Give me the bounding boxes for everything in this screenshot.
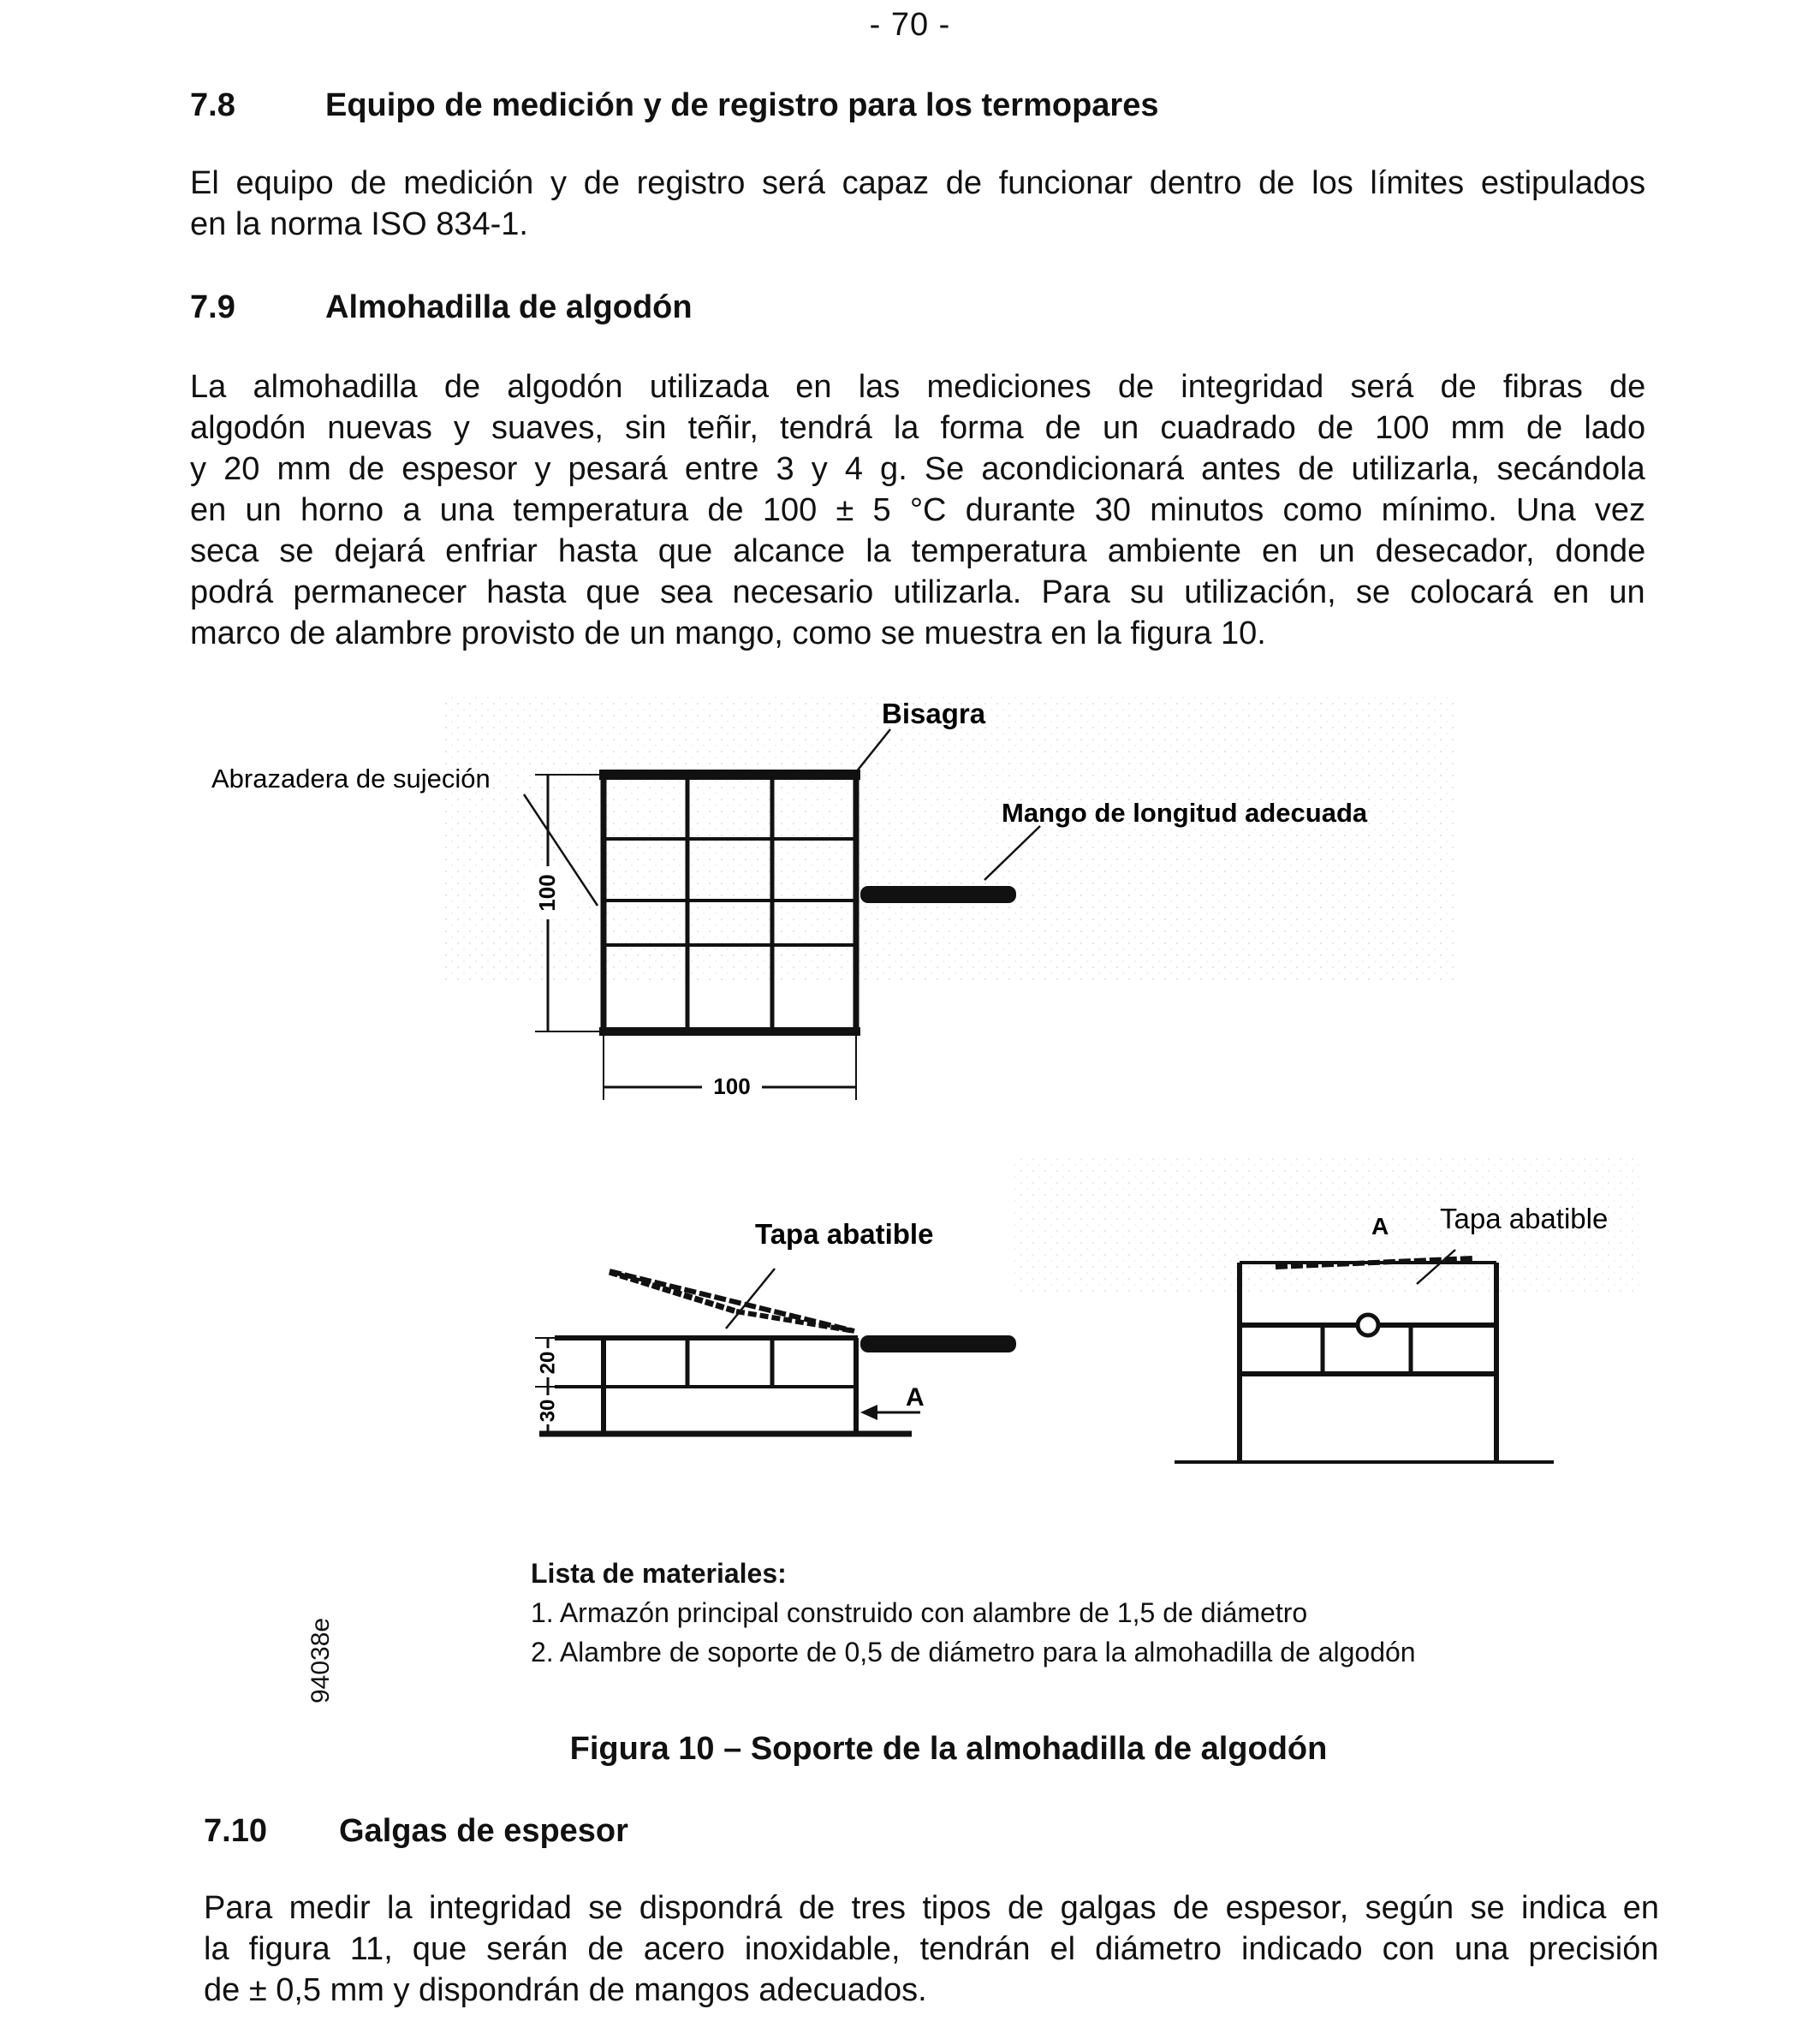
label-mango: Mango de longitud adecuada	[1002, 798, 1368, 828]
handle	[860, 1335, 1016, 1352]
dimension-height-label: 100	[533, 874, 560, 912]
materials-title: Lista de materiales:	[531, 1558, 787, 1589]
label-tapa-right: Tapa abatible	[1440, 1203, 1609, 1234]
label-section-a-right: A	[1371, 1213, 1389, 1239]
dimension-base-label: 30	[536, 1399, 560, 1423]
section-number: 7.9	[190, 289, 235, 325]
paragraph-line: El equipo de medición y de registro será capaz de funcionar dentro de los límites estipulados	[190, 165, 1646, 201]
figure-reference-code: 94038e	[306, 1617, 335, 1703]
paragraph-line: seca se dejará enfriar hasta que alcance la temperatura ambiente en un desecador, donde	[190, 533, 1646, 569]
materials-list	[531, 1554, 1416, 1672]
paragraph-line: en la norma ISO 834-1.	[190, 206, 528, 242]
section-heading-7-10	[204, 1813, 628, 1850]
handle-end	[1358, 1315, 1378, 1335]
section-number: 7.8	[190, 87, 235, 123]
label-bisagra: Bisagra	[882, 698, 986, 729]
paragraph-line: en un horno a una temperatura de 100 ± 5 °C durante 30 minutos como mínimo. Una vez	[190, 492, 1646, 528]
section-title: Galgas de espesor	[339, 1813, 628, 1849]
arrow-head	[860, 1405, 877, 1420]
paragraph-line: La almohadilla de algodón utilizada en las mediciones de integridad será de fibras de	[190, 369, 1646, 405]
paragraph-line: Para medir la integridad se dispondrá de tres tipos de galgas de espesor, según se indica en	[204, 1890, 1659, 1926]
figure-caption: Figura 10 – Soporte de la almohadilla de algodón	[569, 1731, 1328, 1767]
dimension-width-label: 100	[713, 1073, 751, 1099]
paragraph-line: marco de alambre provisto de un mango, como se muestra en la figura 10.	[190, 615, 1266, 651]
section-heading-7-8	[190, 87, 1158, 124]
label-tapa-left: Tapa abatible	[755, 1218, 934, 1250]
paragraph-line: algodón nuevas y suaves, sin teñir, tendrá la forma de un cuadrado de 100 mm de lado	[190, 410, 1646, 446]
materials-item: 2. Alambre de soporte de 0,5 de diámetro para la almohadilla de algodón	[531, 1637, 1416, 1667]
materials-item: 1. Armazón principal construido con alambre de 1,5 de diámetro	[531, 1597, 1308, 1628]
section-title: Equipo de medición y de registro para los termopares	[325, 87, 1159, 123]
cotton-pad-holder-diagram	[0, 676, 1820, 1532]
dimension-lid-label: 20	[536, 1351, 560, 1375]
paragraph-line: la figura 11, que serán de acero inoxidable, tendrán el diámetro indicado con una precisión	[204, 1931, 1659, 1967]
figure-10	[0, 676, 1820, 1532]
paragraph-7-9	[190, 366, 1645, 654]
label-section-a-left: A	[906, 1383, 925, 1412]
section-heading-7-9	[190, 289, 693, 326]
paragraph-line: de ± 0,5 mm y dispondrán de mangos adecuados.	[204, 1972, 927, 2008]
section-number: 7.10	[204, 1813, 267, 1849]
label-abrazadera: Abrazadera de sujeción	[211, 764, 491, 794]
paragraph-line: podrá permanecer hasta que sea necesario utilizarla. Para su utilización, se colocará en un	[190, 574, 1645, 610]
paragraph-line: y 20 mm de espesor y pesará entre 3 y 4 g. Se acondicionará antes de utilizarla, secándola	[190, 451, 1645, 487]
section-title: Almohadilla de algodón	[325, 289, 693, 325]
paragraph-7-8	[190, 163, 1645, 245]
stipple-area	[445, 693, 1455, 984]
paragraph-7-10	[204, 1887, 1659, 2011]
page-number: - 70 -	[869, 7, 951, 43]
handle	[860, 886, 1016, 903]
